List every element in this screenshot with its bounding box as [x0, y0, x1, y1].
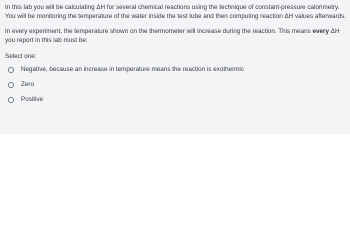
- answer-label-positive[interactable]: Positive: [21, 96, 44, 104]
- prompt-text-start: In every experiment, the temperature shown on the thermometer will increase during the reaction. This means: [5, 27, 313, 35]
- radio-button-positive[interactable]: [8, 97, 14, 103]
- radio-button-zero[interactable]: [8, 82, 14, 88]
- question-text: [5, 3, 350, 45]
- answer-label-negative[interactable]: Negative, because an increase in temperature means the reaction is exothermic: [21, 66, 244, 74]
- answer-option-zero[interactable]: [8, 79, 350, 91]
- prompt-emphasis: every: [312, 27, 330, 35]
- select-one-label: Select one:: [5, 52, 37, 60]
- answer-label-zero[interactable]: Zero: [21, 81, 34, 89]
- answer-option-positive[interactable]: [8, 94, 350, 106]
- question-intro: In this lab you will be calculating ΔH for several chemical reactions using the technique of constant-pressure calorimetry. You will be monitoring the temperature of the water inside the test tube and then computing reaction ΔH values afterwards.: [5, 4, 347, 21]
- answer-option-negative[interactable]: [8, 64, 350, 76]
- answer-options: [8, 64, 350, 106]
- question-prompt: [5, 27, 350, 45]
- radio-button-negative[interactable]: [8, 67, 14, 73]
- prompt-text-end: ΔH you report in this lab must be:: [5, 27, 340, 44]
